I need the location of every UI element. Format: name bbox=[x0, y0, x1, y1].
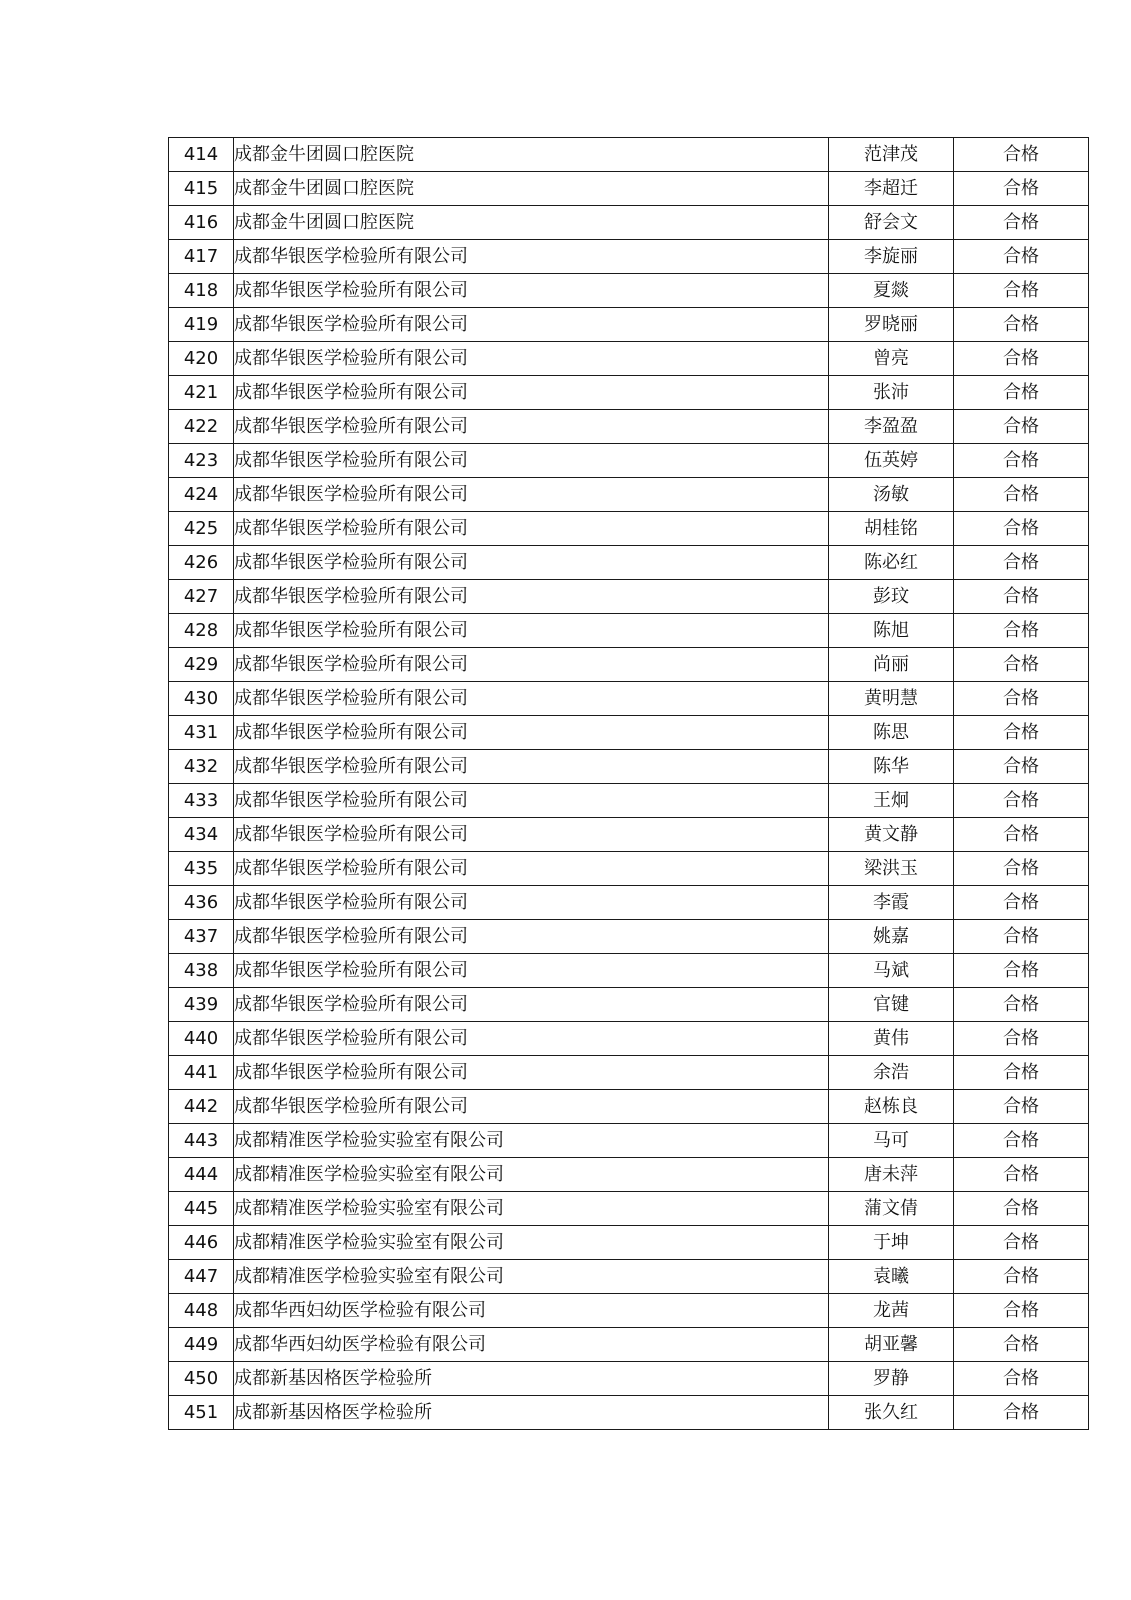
table-row bbox=[169, 546, 1089, 580]
table-row bbox=[169, 818, 1089, 852]
table-row bbox=[169, 1022, 1089, 1056]
organization-cell: 成都华银医学检验所有限公司 bbox=[234, 308, 829, 342]
row-number: 441 bbox=[169, 1056, 234, 1090]
result-cell: 合格 bbox=[954, 546, 1089, 580]
organization-cell: 成都新基因格医学检验所 bbox=[234, 1362, 829, 1396]
table-row bbox=[169, 954, 1089, 988]
organization-cell: 成都华银医学检验所有限公司 bbox=[234, 852, 829, 886]
table-row bbox=[169, 1396, 1089, 1430]
row-number: 414 bbox=[169, 138, 234, 172]
organization-cell: 成都华银医学检验所有限公司 bbox=[234, 478, 829, 512]
organization-cell: 成都精准医学检验实验室有限公司 bbox=[234, 1192, 829, 1226]
row-number: 447 bbox=[169, 1260, 234, 1294]
organization-cell: 成都华银医学检验所有限公司 bbox=[234, 614, 829, 648]
person-name-cell: 蒲文倩 bbox=[829, 1192, 954, 1226]
person-name-cell: 马斌 bbox=[829, 954, 954, 988]
person-name-cell: 官键 bbox=[829, 988, 954, 1022]
row-number: 422 bbox=[169, 410, 234, 444]
result-cell: 合格 bbox=[954, 886, 1089, 920]
person-name-cell: 袁曦 bbox=[829, 1260, 954, 1294]
table-row bbox=[169, 478, 1089, 512]
organization-cell: 成都华银医学检验所有限公司 bbox=[234, 1022, 829, 1056]
person-name-cell: 李盈盈 bbox=[829, 410, 954, 444]
person-name-cell: 张久红 bbox=[829, 1396, 954, 1430]
row-number: 438 bbox=[169, 954, 234, 988]
row-number: 434 bbox=[169, 818, 234, 852]
result-cell: 合格 bbox=[954, 852, 1089, 886]
organization-cell: 成都新基因格医学检验所 bbox=[234, 1396, 829, 1430]
row-number: 437 bbox=[169, 920, 234, 954]
person-name-cell: 王炯 bbox=[829, 784, 954, 818]
table-row bbox=[169, 886, 1089, 920]
table-row bbox=[169, 1328, 1089, 1362]
person-name-cell: 伍英婷 bbox=[829, 444, 954, 478]
result-cell: 合格 bbox=[954, 682, 1089, 716]
table-row bbox=[169, 274, 1089, 308]
table-row bbox=[169, 138, 1089, 172]
table-row bbox=[169, 1192, 1089, 1226]
result-cell: 合格 bbox=[954, 1056, 1089, 1090]
organization-cell: 成都精准医学检验实验室有限公司 bbox=[234, 1226, 829, 1260]
row-number: 436 bbox=[169, 886, 234, 920]
result-cell: 合格 bbox=[954, 410, 1089, 444]
person-name-cell: 余浩 bbox=[829, 1056, 954, 1090]
result-cell: 合格 bbox=[954, 1158, 1089, 1192]
organization-cell: 成都华西妇幼医学检验有限公司 bbox=[234, 1294, 829, 1328]
table-row bbox=[169, 1158, 1089, 1192]
table-row bbox=[169, 444, 1089, 478]
row-number: 421 bbox=[169, 376, 234, 410]
result-cell: 合格 bbox=[954, 648, 1089, 682]
organization-cell: 成都华银医学检验所有限公司 bbox=[234, 1090, 829, 1124]
organization-cell: 成都华银医学检验所有限公司 bbox=[234, 818, 829, 852]
person-name-cell: 唐未萍 bbox=[829, 1158, 954, 1192]
result-cell: 合格 bbox=[954, 206, 1089, 240]
person-name-cell: 陈必红 bbox=[829, 546, 954, 580]
person-name-cell: 黄明慧 bbox=[829, 682, 954, 716]
result-cell: 合格 bbox=[954, 1396, 1089, 1430]
row-number: 417 bbox=[169, 240, 234, 274]
result-cell: 合格 bbox=[954, 1226, 1089, 1260]
result-cell: 合格 bbox=[954, 512, 1089, 546]
table-row bbox=[169, 1056, 1089, 1090]
table-row bbox=[169, 988, 1089, 1022]
row-number: 428 bbox=[169, 614, 234, 648]
organization-cell: 成都华银医学检验所有限公司 bbox=[234, 682, 829, 716]
person-name-cell: 赵栋良 bbox=[829, 1090, 954, 1124]
row-number: 420 bbox=[169, 342, 234, 376]
table-row bbox=[169, 410, 1089, 444]
table-row bbox=[169, 1226, 1089, 1260]
organization-cell: 成都华银医学检验所有限公司 bbox=[234, 410, 829, 444]
table-row bbox=[169, 1260, 1089, 1294]
table-row bbox=[169, 614, 1089, 648]
person-name-cell: 汤敏 bbox=[829, 478, 954, 512]
table-row bbox=[169, 1090, 1089, 1124]
organization-cell: 成都华银医学检验所有限公司 bbox=[234, 1056, 829, 1090]
person-name-cell: 李霞 bbox=[829, 886, 954, 920]
table-row bbox=[169, 580, 1089, 614]
table-row bbox=[169, 376, 1089, 410]
table-row bbox=[169, 682, 1089, 716]
result-cell: 合格 bbox=[954, 274, 1089, 308]
person-name-cell: 张沛 bbox=[829, 376, 954, 410]
row-number: 426 bbox=[169, 546, 234, 580]
organization-cell: 成都华银医学检验所有限公司 bbox=[234, 954, 829, 988]
table-row bbox=[169, 1294, 1089, 1328]
person-name-cell: 马可 bbox=[829, 1124, 954, 1158]
result-cell: 合格 bbox=[954, 342, 1089, 376]
person-name-cell: 黄伟 bbox=[829, 1022, 954, 1056]
person-name-cell: 姚嘉 bbox=[829, 920, 954, 954]
row-number: 419 bbox=[169, 308, 234, 342]
row-number: 433 bbox=[169, 784, 234, 818]
organization-cell: 成都金牛团圆口腔医院 bbox=[234, 138, 829, 172]
person-name-cell: 舒会文 bbox=[829, 206, 954, 240]
organization-cell: 成都华银医学检验所有限公司 bbox=[234, 342, 829, 376]
person-name-cell: 罗静 bbox=[829, 1362, 954, 1396]
results-table-body bbox=[169, 138, 1089, 1430]
result-cell: 合格 bbox=[954, 138, 1089, 172]
row-number: 444 bbox=[169, 1158, 234, 1192]
person-name-cell: 李超迁 bbox=[829, 172, 954, 206]
organization-cell: 成都精准医学检验实验室有限公司 bbox=[234, 1158, 829, 1192]
table-row bbox=[169, 852, 1089, 886]
organization-cell: 成都华银医学检验所有限公司 bbox=[234, 750, 829, 784]
result-cell: 合格 bbox=[954, 784, 1089, 818]
result-cell: 合格 bbox=[954, 1090, 1089, 1124]
result-cell: 合格 bbox=[954, 1328, 1089, 1362]
organization-cell: 成都华银医学检验所有限公司 bbox=[234, 784, 829, 818]
result-cell: 合格 bbox=[954, 172, 1089, 206]
table-row bbox=[169, 206, 1089, 240]
organization-cell: 成都华银医学检验所有限公司 bbox=[234, 580, 829, 614]
person-name-cell: 陈旭 bbox=[829, 614, 954, 648]
organization-cell: 成都华银医学检验所有限公司 bbox=[234, 716, 829, 750]
result-cell: 合格 bbox=[954, 716, 1089, 750]
organization-cell: 成都精准医学检验实验室有限公司 bbox=[234, 1260, 829, 1294]
table-row bbox=[169, 784, 1089, 818]
row-number: 430 bbox=[169, 682, 234, 716]
result-cell: 合格 bbox=[954, 954, 1089, 988]
organization-cell: 成都华银医学检验所有限公司 bbox=[234, 512, 829, 546]
table-row bbox=[169, 750, 1089, 784]
row-number: 427 bbox=[169, 580, 234, 614]
person-name-cell: 于坤 bbox=[829, 1226, 954, 1260]
organization-cell: 成都华银医学检验所有限公司 bbox=[234, 648, 829, 682]
table-row bbox=[169, 342, 1089, 376]
organization-cell: 成都华银医学检验所有限公司 bbox=[234, 274, 829, 308]
table-row bbox=[169, 240, 1089, 274]
table-row bbox=[169, 1124, 1089, 1158]
table-row bbox=[169, 920, 1089, 954]
row-number: 418 bbox=[169, 274, 234, 308]
organization-cell: 成都精准医学检验实验室有限公司 bbox=[234, 1124, 829, 1158]
organization-cell: 成都华银医学检验所有限公司 bbox=[234, 444, 829, 478]
organization-cell: 成都金牛团圆口腔医院 bbox=[234, 172, 829, 206]
organization-cell: 成都华银医学检验所有限公司 bbox=[234, 920, 829, 954]
row-number: 435 bbox=[169, 852, 234, 886]
results-table bbox=[168, 137, 1089, 1430]
person-name-cell: 尚丽 bbox=[829, 648, 954, 682]
result-cell: 合格 bbox=[954, 580, 1089, 614]
row-number: 445 bbox=[169, 1192, 234, 1226]
result-cell: 合格 bbox=[954, 308, 1089, 342]
row-number: 449 bbox=[169, 1328, 234, 1362]
organization-cell: 成都金牛团圆口腔医院 bbox=[234, 206, 829, 240]
person-name-cell: 龙茜 bbox=[829, 1294, 954, 1328]
result-cell: 合格 bbox=[954, 376, 1089, 410]
result-cell: 合格 bbox=[954, 988, 1089, 1022]
row-number: 415 bbox=[169, 172, 234, 206]
row-number: 429 bbox=[169, 648, 234, 682]
row-number: 431 bbox=[169, 716, 234, 750]
result-cell: 合格 bbox=[954, 750, 1089, 784]
table-row bbox=[169, 1362, 1089, 1396]
table-row bbox=[169, 512, 1089, 546]
organization-cell: 成都华银医学检验所有限公司 bbox=[234, 546, 829, 580]
result-cell: 合格 bbox=[954, 1022, 1089, 1056]
person-name-cell: 梁洪玉 bbox=[829, 852, 954, 886]
person-name-cell: 黄文静 bbox=[829, 818, 954, 852]
organization-cell: 成都华银医学检验所有限公司 bbox=[234, 886, 829, 920]
result-cell: 合格 bbox=[954, 818, 1089, 852]
person-name-cell: 范津茂 bbox=[829, 138, 954, 172]
organization-cell: 成都华银医学检验所有限公司 bbox=[234, 240, 829, 274]
person-name-cell: 陈华 bbox=[829, 750, 954, 784]
person-name-cell: 胡桂铭 bbox=[829, 512, 954, 546]
organization-cell: 成都华银医学检验所有限公司 bbox=[234, 376, 829, 410]
row-number: 424 bbox=[169, 478, 234, 512]
result-cell: 合格 bbox=[954, 614, 1089, 648]
row-number: 442 bbox=[169, 1090, 234, 1124]
row-number: 446 bbox=[169, 1226, 234, 1260]
organization-cell: 成都华西妇幼医学检验有限公司 bbox=[234, 1328, 829, 1362]
row-number: 425 bbox=[169, 512, 234, 546]
table-row bbox=[169, 308, 1089, 342]
person-name-cell: 罗晓丽 bbox=[829, 308, 954, 342]
person-name-cell: 李旋丽 bbox=[829, 240, 954, 274]
result-cell: 合格 bbox=[954, 1192, 1089, 1226]
result-cell: 合格 bbox=[954, 478, 1089, 512]
table-row bbox=[169, 716, 1089, 750]
person-name-cell: 夏燚 bbox=[829, 274, 954, 308]
person-name-cell: 曾亮 bbox=[829, 342, 954, 376]
row-number: 416 bbox=[169, 206, 234, 240]
row-number: 423 bbox=[169, 444, 234, 478]
result-cell: 合格 bbox=[954, 444, 1089, 478]
row-number: 432 bbox=[169, 750, 234, 784]
result-cell: 合格 bbox=[954, 1362, 1089, 1396]
result-cell: 合格 bbox=[954, 240, 1089, 274]
row-number: 440 bbox=[169, 1022, 234, 1056]
row-number: 443 bbox=[169, 1124, 234, 1158]
row-number: 451 bbox=[169, 1396, 234, 1430]
person-name-cell: 胡亚馨 bbox=[829, 1328, 954, 1362]
row-number: 450 bbox=[169, 1362, 234, 1396]
person-name-cell: 彭玟 bbox=[829, 580, 954, 614]
result-cell: 合格 bbox=[954, 1294, 1089, 1328]
result-cell: 合格 bbox=[954, 920, 1089, 954]
organization-cell: 成都华银医学检验所有限公司 bbox=[234, 988, 829, 1022]
row-number: 448 bbox=[169, 1294, 234, 1328]
row-number: 439 bbox=[169, 988, 234, 1022]
table-row bbox=[169, 648, 1089, 682]
person-name-cell: 陈思 bbox=[829, 716, 954, 750]
result-cell: 合格 bbox=[954, 1124, 1089, 1158]
result-cell: 合格 bbox=[954, 1260, 1089, 1294]
table-row bbox=[169, 172, 1089, 206]
